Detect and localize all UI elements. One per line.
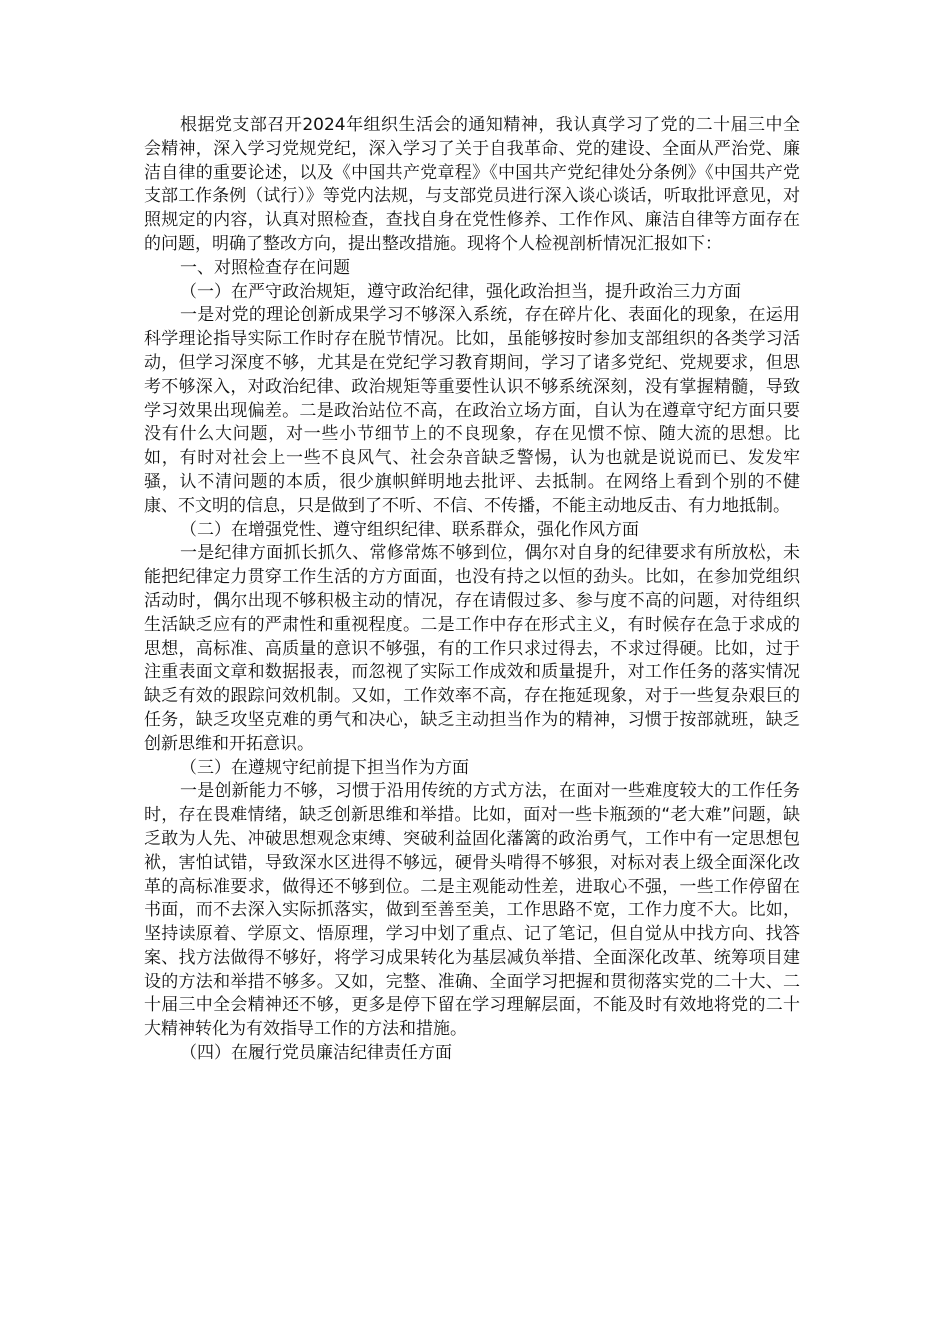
subsection-heading-3: （三）在遵规守纪前提下担当作为方面 bbox=[180, 757, 469, 778]
body-paragraph-1: 一是对党的理论创新成果学习不够深入系统，存在碎片化、表面化的现象，在运用科学理论指导实际工作时存在脱节情况。比如，虽能够按时参加支部组织的各类学习活动，但学习深度不够，尤其是在党纪学习教育期间，学习了诸多党纪、党规要求，但思考不够深入，对政治纪律、政治规矩等重要性认识不够系统深刻，没有掌握精髓，导致学习效果出现偏差。二是政治站位不高，在政治立场方面，自认为在遵章守纪方面只要没有什么大问题，对一些小节细节上的不良现象，存在见惯不惊、随大流的思想。比如，有时对社会上一些不良风气、社会杂音缺乏警惕，认为也就是说说而已、发发牢骚，认不清问题的本质，很少旗帜鲜明地去批评、去抵制。在网络上看到个别的不健康、不文明的信息，只是做到了不听、不信、不传播，不能主动地反击、有力地抵制。 bbox=[144, 305, 800, 516]
section-heading-1: 一、对照检查存在问题 bbox=[180, 257, 350, 278]
subsection-heading-1: （一）在严守政治规矩，遵守政治纪律，强化政治担当，提升政治三力方面 bbox=[180, 281, 741, 302]
document-body bbox=[144, 114, 800, 1066]
subsection-heading-4: （四）在履行党员廉洁纪律责任方面 bbox=[180, 1043, 452, 1064]
body-paragraph-2: 一是纪律方面抓长抓久、常修常炼不够到位，偶尔对自身的纪律要求有所放松，未能把纪律定力贯穿工作生活的方方面面，也没有持之以恒的劲头。比如，在参加党组织活动时，偶尔出现不够积极主动的情况，存在请假过多、参与度不高的问题，对待组织生活缺乏应有的严肃性和重视程度。二是工作中存在形式主义，有时候存在急于求成的思想，高标准、高质量的意识不够强，有的工作只求过得去，不求过得硬。比如，过于注重表面文章和数据报表，而忽视了实际工作成效和质量提升，对工作任务的落实情况缺乏有效的跟踪问效机制。又如，工作效率不高，存在拖延现象，对于一些复杂艰巨的任务，缺乏攻坚克难的勇气和决心，缺乏主动担当作为的精神，习惯于按部就班，缺乏创新思维和开拓意识。 bbox=[144, 543, 800, 754]
subsection-heading-2: （二）在增强党性、遵守组织纪律、联系群众，强化作风方面 bbox=[180, 519, 639, 540]
intro-paragraph: 根据党支部召开2024年组织生活会的通知精神，我认真学习了党的二十届三中全会精神，深入学习党规党纪，深入学习了关于自我革命、党的建设、全面从严治党、廉洁自律的重要论述，以及《中国共产党章程》《中国共产党纪律处分条例》《中国共产党支部工作条例（试行）》等党内法规，与支部党员进行深入谈心谈话，听取批评意见，对照规定的内容，认真对照检查，查找自身在党性修养、工作作风、廉洁自律等方面存在的问题，明确了整改方向，提出整改措施。现将个人检视剖析情况汇报如下： bbox=[144, 115, 800, 254]
body-paragraph-3: 一是创新能力不够，习惯于沿用传统的方式方法，在面对一些难度较大的工作任务时，存在畏难情绪，缺乏创新思维和举措。比如，面对一些卡瓶颈的“老大难”问题，缺乏敢为人先、冲破思想观念束缚、突破利益固化藩篱的政治勇气，工作中有一定思想包袱，害怕试错，导致深水区进得不够远，硬骨头啃得不够狠，对标对表上级全面深化改革的高标准要求，做得还不够到位。二是主观能动性差，进取心不强，一些工作停留在书面，而不去深入实际抓落实，做到至善至美，工作思路不宽，工作力度不大。比如，坚持读原着、学原文、悟原理，学习中划了重点、记了笔记，但自觉从中找方向、找答案、找方法做得不够好，将学习成果转化为基层减负举措、全面深化改革、统筹项目建设的方法和举措不够多。又如，完整、准确、全面学习把握和贯彻落实党的二十大、二十届三中全会精神还不够，更多是停下留在学习理解层面，不能及时有效地将党的二十大精神转化为有效指导工作的方法和措施。 bbox=[144, 781, 800, 1040]
